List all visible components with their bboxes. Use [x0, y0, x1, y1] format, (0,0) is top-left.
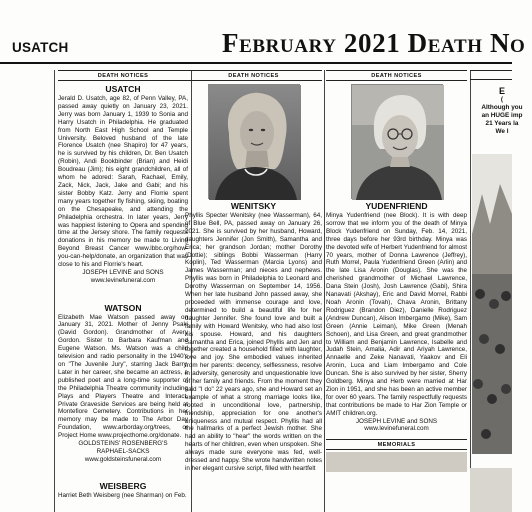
notice-text: Phyllis Specter Wenitsky (nee Wasserman), 64, of Blue Bell, PA, passed away on January 26, 2021. She is survived by her husband, Howard, daughters Jennifer (Jon Smith), Samantha and Erica; her grandson Jordan; mother Dorothy (Dottie); siblings Bobbi Wasserman (Harry Koplin), Ted Wasserman (Marcia Lyons) and James Wasserman; and nieces and nephews. Phyllis was born in Philadelphia to Leonard and Dorothy Wasserman on September 14, 1956. When her late husband John passed away, she proceeded with immense courage and love, determined to build a beautiful life for her daughter Jennifer. She found love and built a family with Howard Wenitsky, who had also lost his spouse. Howard, and his daughters Samantha and Erica, joined Phyllis and Jen and together created a household filled with laughter, love and joy. She embodied values inherited from her parents: decency, selflessness, resolve in adversity, generosity and unquestionable love of her family and friends. From the moment they said "I do" 22 years ago, she and Howard set an example of what a strong marriage looks like, rooted in unconditional love, partnership, friendship, appreciation for one another's uniqueness and mutual respect. Phyllis had all the hallmarks of a perfect Jewish mother. She had an ability to "hear" the words written on the hearts of her children, even when unspoken. She always made sure everyone was fed, well-dressed and happy. She wrote handwritten notes in her elegant cursive script, filled with heartfelt: [185, 212, 322, 472]
right-edge-column: [470, 70, 523, 512]
masthead: [0, 0, 526, 66]
edge-banner: [470, 70, 512, 80]
death-notices-banner: DEATH NOTICES: [185, 70, 322, 81]
death-notices-banner: DEATH NOTICES: [326, 70, 467, 81]
edge-line: Although you: [481, 104, 523, 111]
memorial-strip: [326, 452, 467, 472]
edge-line: (: [500, 96, 504, 103]
notice-name: YUDENFRIEND: [365, 201, 428, 211]
notice-name: WENITSKY: [230, 201, 277, 211]
portrait-photo: [208, 84, 300, 199]
column-2: [185, 70, 322, 512]
section-title: February 2021 Death No: [222, 28, 526, 58]
column-3: [326, 70, 467, 512]
memorials-banner: MEMORIALS: [326, 439, 467, 450]
column-rule: [54, 70, 55, 512]
funeral-home-url: www.goldsteinsfuneral.com: [84, 455, 162, 463]
notice-text: Minya Yudenfriend (nee Block). It is with deep sorrow that we inform you of the death of Minya Block Yudenfriend on Sunday, Feb. 14, 2021, three days before her 93rd birthday. Minya was the devoted wife of Herbert Yudenfriend for almost 70 years, mother of Donna Lawrence (Jeffrey), Ruth Morrel, Paula Yudenfriend Green (Arlin) and the late Lisa Aronin (Douglas). She was the cherished grandmother of Michael Lawrence, Dana Stein (Josh), Josh Lawrence (Gabi), Shira Nanavati (Akshay), Eric and David Morrel, Rabbi Noah Aronin (Tovah), Chava Aronin, Brittany Rodriguez (Brandon Diez), Danielle Rodriguez (Andrew Duncan), Alison Imbergamo (Mike), Sam Green (Annie Leiman), Mike Green (Menah Schoen), and Lisa Green, and great grandmother to William and Benjamin Lawrence, Isabelle and Judah Stein, Amalia, Adir and Ariyah Lawrence, Annaelle and Zeke Nanavati, Yaakov and Eli Aronin, Luca and Liam Imbergamo and Cole Duncan. She is also survived by her sister, Sherry Goldberg. Minya and Herb were married at Har Zion in 1951, and she has been an active member for over 60 years. The family respectfully requests that contributions be made to Har Zion Temple or AMIT children.org.: [326, 212, 467, 417]
funeral-home-credit: GOLDSTEINS' ROSENBERG'S: [78, 440, 168, 448]
edge-text: [472, 86, 532, 136]
notice-weisberg: [58, 481, 188, 500]
portrait-photo: [351, 84, 443, 199]
notice-yudenfriend: [326, 84, 467, 433]
page-tag: USATCH: [12, 40, 69, 55]
notice-watson: [58, 303, 188, 464]
funeral-home-url: www.levinefuneral.com: [90, 276, 156, 284]
portrait-elderly-woman: [352, 85, 444, 200]
edge-bottom-block: [470, 468, 512, 512]
notice-text: Elizabeth Mae Watson passed away on January 31, 2021. Mother of Jenny Psaki (David Gordon). Grandmother of Avery Gordon. Sister to Barbara Kaufman and Eugene Watson. Ms. Watson was a child television and radio personality in the 1940's on "The Juvenile Jury", starring Jack Barry. Later in her career, she became an actress, a published poet and a long-time supporter of the Philadelphia Theatre community including Plays and Players Theatre and Interact. Private Graveside Services are being held at Montefiore Cemetery. Contributions in her memory may be made to The Arbor Day Foundation, www.arborday.org/trees, or Project Home www.projecthome.org/donate.: [58, 313, 188, 440]
edge-line: We l: [495, 128, 509, 135]
notice-name: WATSON: [104, 302, 142, 313]
column-rule: [324, 70, 325, 512]
edge-photo-crowd: [472, 154, 512, 454]
death-notices-banner: DEATH NOTICES: [58, 70, 188, 81]
notice-name: WEISBERG: [99, 481, 147, 492]
portrait-woman-blonde: [209, 85, 301, 200]
funeral-home-credit: RAPHAEL-SACKS: [96, 447, 150, 455]
masthead-rule: [0, 62, 512, 64]
edge-line: E: [498, 86, 505, 96]
edge-line: an HUGE imp: [481, 112, 523, 119]
notice-text: Harriet Beth Weisberg (nee Sharman) on Feb.: [58, 492, 187, 500]
column-1: [58, 70, 188, 512]
notice-text: Jerald D. Usatch, age 82, of Penn Valley, PA, passed away quietly on January 23, 2021. Jerry was born January 1, 1939 to Sonia and Harry Usatch in Philadelphia. He graduated from North East High School and Temple University. Beloved husband of the late Florence Usatch (nee Shapiro) for 47 years, he is survived by his children, Dr. Ben Usatch (Robin), Andi Bookbinder (Brian) and Heidi Boudreau (Jim); his eight grandchildren, all of whom he adored: Sarah, Rachael, Emily, Zack, Nick, Jack, Jake and Gabi; and his sister Bobby Katz. Jerry and Florrie spent many years together fly fishing, skiing, boating on the Chesapeake, and attending the Philadelphia orchestra. In later years, Jerry was happiest listening to Opera and spending time at the Jersey shore. The family requests donations in his memory be made to Living Beyond Breast Cancer www.lbbc.org/how-you-can-help/donate, an organization that was close to his and Florrie's heart.: [58, 95, 188, 269]
funeral-home-credit: JOSEPH LEVINE and SONS: [82, 268, 164, 276]
funeral-home-url: www.levinefuneral.com: [364, 425, 429, 433]
notice-wenitsky: [185, 84, 322, 473]
notice-usatch: [58, 84, 188, 285]
funeral-home-credit: JOSEPH LEVINE and SONS: [355, 417, 438, 425]
edge-line: 21 Years la: [485, 120, 519, 127]
notice-name: USATCH: [105, 84, 141, 94]
